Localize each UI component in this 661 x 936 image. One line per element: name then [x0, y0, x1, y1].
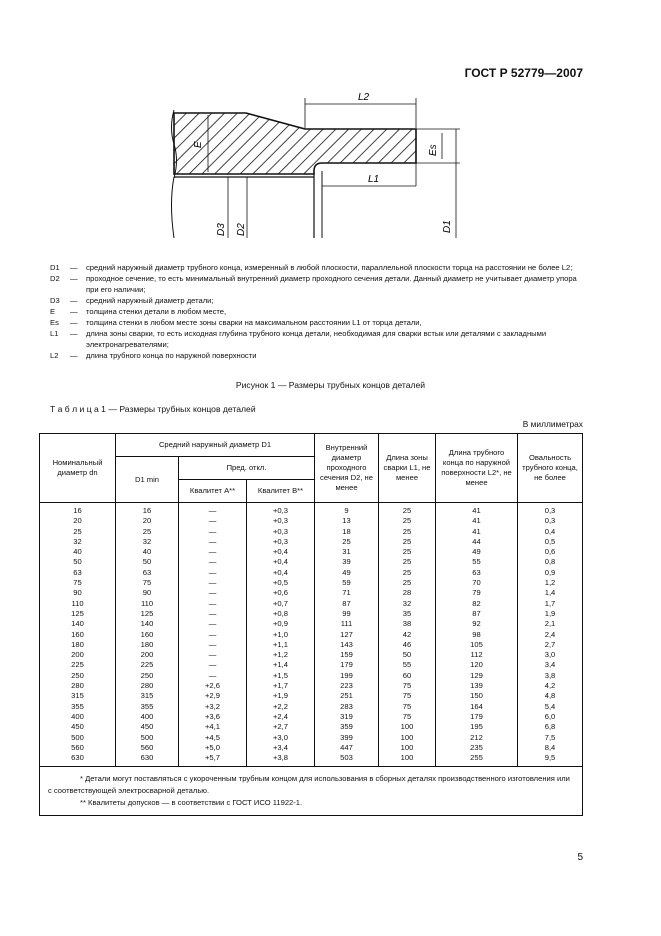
table-row	[40, 609, 583, 619]
table-cell: —	[179, 588, 247, 598]
label-es: Es	[428, 144, 439, 156]
table-cell: 25	[379, 568, 436, 578]
table-cell: +0,8	[247, 609, 315, 619]
table-cell: 25	[379, 527, 436, 537]
table-cell: 25	[379, 557, 436, 567]
header-weld-length: Длина зоны сварки L1, не менее	[379, 434, 436, 503]
table-cell: 18	[315, 527, 379, 537]
legend-item: D3 — средний наружный диаметр детали;	[50, 296, 214, 305]
figure-caption: Рисунок 1 — Размеры трубных концов деталей	[235, 380, 426, 390]
table-cell: —	[179, 660, 247, 670]
table-cell: 50	[40, 557, 116, 567]
table-cell: 63	[116, 568, 179, 578]
table-cell: 180	[116, 640, 179, 650]
header-quality-a: Квалитет А**	[179, 480, 247, 503]
legend-item: L1 — длина зоны сварки, то есть исходная глубина трубного конца детали, необходимая для сварки встык или деталями с закладными электронагревателями;	[50, 329, 547, 349]
table-cell: —	[179, 557, 247, 567]
legend-item: L2 — длина трубного конца по наружной поверхности	[50, 351, 257, 360]
table-cell: 25	[116, 527, 179, 537]
table-cell: 355	[40, 702, 116, 712]
table-cell: 60	[379, 671, 436, 681]
table-cell: 39	[315, 557, 379, 567]
table-cell: 75	[379, 691, 436, 701]
table-cell: +1,0	[247, 630, 315, 640]
table-cell: —	[179, 547, 247, 557]
header-d1min: D1 min	[116, 457, 179, 503]
table-cell: 2,1	[518, 619, 583, 629]
label-e: E	[193, 141, 204, 148]
table-cell: 9,5	[518, 753, 583, 767]
table-cell: 111	[315, 619, 379, 629]
table-cell: —	[179, 599, 247, 609]
table-cell: 500	[40, 733, 116, 743]
pipe-wall-section	[174, 113, 416, 174]
table-cell: 4,2	[518, 681, 583, 691]
table-cell: 0,5	[518, 537, 583, 547]
table-cell: +1,2	[247, 650, 315, 660]
table-cell: 75	[40, 578, 116, 588]
table-cell: +3,2	[179, 702, 247, 712]
table-row	[40, 712, 583, 722]
table-row	[40, 547, 583, 557]
table-cell: 450	[116, 722, 179, 732]
header-nominal: Номинальный диаметр dn	[40, 434, 116, 503]
header-tolerance: Пред. откл.	[179, 457, 315, 480]
table-row	[40, 568, 583, 578]
table-cell: 110	[40, 599, 116, 609]
table-cell: 71	[315, 588, 379, 598]
table-row	[40, 599, 583, 609]
table-cell: 50	[379, 650, 436, 660]
table-cell: —	[179, 568, 247, 578]
table-cell: 32	[116, 537, 179, 547]
table-row	[40, 588, 583, 598]
table-cell: 560	[116, 743, 179, 753]
table-cell: 41	[436, 503, 518, 517]
table-cell: +2,9	[179, 691, 247, 701]
table-row	[40, 527, 583, 537]
table-cell: 319	[315, 712, 379, 722]
table-cell: 179	[436, 712, 518, 722]
table-cell: 70	[436, 578, 518, 588]
table-cell: 1,4	[518, 588, 583, 598]
table-cell: 25	[379, 503, 436, 517]
table-cell: 7,5	[518, 733, 583, 743]
table-cell: 32	[379, 599, 436, 609]
table-row	[40, 537, 583, 547]
table-cell: 225	[116, 660, 179, 670]
table-cell: 100	[379, 753, 436, 767]
table-cell: 5,4	[518, 702, 583, 712]
table-title: Т а б л и ц а 1 — Размеры трубных концов деталей	[50, 404, 256, 414]
table-cell: 42	[379, 630, 436, 640]
table-cell: 79	[436, 588, 518, 598]
table-cell: 44	[436, 537, 518, 547]
table-cell: 159	[315, 650, 379, 660]
table-cell: 315	[40, 691, 116, 701]
table-cell: —	[179, 619, 247, 629]
legend-item: E — толщина стенки детали в любом месте,	[50, 307, 227, 316]
table-cell: +1,9	[247, 691, 315, 701]
table-cell: 13	[315, 516, 379, 526]
table-cell: +2,6	[179, 681, 247, 691]
table-cell: 447	[315, 743, 379, 753]
pipe-end-figure	[160, 88, 480, 253]
table-cell: —	[179, 650, 247, 660]
table-cell: +0,9	[247, 619, 315, 629]
table-cell: 0,9	[518, 568, 583, 578]
table-cell: 2,4	[518, 630, 583, 640]
table-cell: 630	[116, 753, 179, 767]
table-cell: 105	[436, 640, 518, 650]
table-cell: +1,4	[247, 660, 315, 670]
label-l2: L2	[358, 92, 370, 103]
table-cell: 41	[436, 527, 518, 537]
label-d1: D1	[442, 220, 453, 233]
table-cell: 28	[379, 588, 436, 598]
table-cell: 4,8	[518, 691, 583, 701]
table-cell: 0,4	[518, 527, 583, 537]
table-cell: 46	[379, 640, 436, 650]
table-cell: 87	[436, 609, 518, 619]
table-cell: +0,7	[247, 599, 315, 609]
table-cell: 3,8	[518, 671, 583, 681]
table-row	[40, 743, 583, 753]
table-row	[40, 557, 583, 567]
table-cell: 250	[40, 671, 116, 681]
document-header: ГОСТ Р 52779—2007	[464, 66, 583, 80]
table-cell: 63	[436, 568, 518, 578]
table-cell: —	[179, 527, 247, 537]
table-cell: 400	[116, 712, 179, 722]
table-cell: 0,8	[518, 557, 583, 567]
table-cell: 92	[436, 619, 518, 629]
table-row	[40, 660, 583, 670]
table-cell: 25	[379, 516, 436, 526]
legend-item: D2 — проходное сечение, то есть минимальный внутренний диаметр проходного сечения детали. Данный диаметр не учитывает диаметр упора при его наличии;	[50, 274, 577, 294]
label-d3: D3	[216, 223, 227, 236]
table-cell: 75	[116, 578, 179, 588]
table-row	[40, 722, 583, 732]
table-cell: 90	[40, 588, 116, 598]
table-cell: +2,4	[247, 712, 315, 722]
table-cell: 212	[436, 733, 518, 743]
table-cell: 63	[40, 568, 116, 578]
table-cell: 129	[436, 671, 518, 681]
table-cell: 1,9	[518, 609, 583, 619]
table-cell: 6,0	[518, 712, 583, 722]
table-cell: 110	[116, 599, 179, 609]
table-row	[40, 630, 583, 640]
header-avg-diameter: Средний наружный диаметр D1	[116, 434, 315, 457]
table-cell: +3,8	[247, 753, 315, 767]
table-row	[40, 650, 583, 660]
footnote: * Детали могут поставляться с укороченным трубным концом для использования в сборных деталях производственного изготовления или с соответствующей электросварной деталью.	[48, 774, 570, 796]
table-cell: 560	[40, 743, 116, 753]
legend-item: Es — толщина стенки в любом месте зоны сварки на максимальном расстоянии L1 от торца детали,	[50, 318, 422, 327]
table-cell: +0,3	[247, 537, 315, 547]
table-cell: +3,4	[247, 743, 315, 753]
header-ovality: Овальность трубного конца, не более	[518, 434, 583, 503]
table-cell: —	[179, 630, 247, 640]
table-cell: 8,4	[518, 743, 583, 753]
table-cell: 35	[379, 609, 436, 619]
table-cell: 75	[379, 681, 436, 691]
table-row	[40, 516, 583, 526]
table-cell: 99	[315, 609, 379, 619]
table-body	[40, 503, 583, 767]
table-cell: +5,7	[179, 753, 247, 767]
table-cell: +1,1	[247, 640, 315, 650]
table-cell: 120	[436, 660, 518, 670]
table-row	[40, 619, 583, 629]
table-cell: 164	[436, 702, 518, 712]
table-cell: 180	[40, 640, 116, 650]
table-cell: 98	[436, 630, 518, 640]
table-cell: 200	[116, 650, 179, 660]
table-row	[40, 753, 583, 767]
table-cell: 127	[315, 630, 379, 640]
page-number: 5	[577, 852, 583, 863]
header-quality-b: Квалитет В**	[247, 480, 315, 503]
table-cell: +0,4	[247, 568, 315, 578]
table-cell: 280	[40, 681, 116, 691]
table-cell: 630	[40, 753, 116, 767]
table-cell: +2,7	[247, 722, 315, 732]
table-cell: 199	[315, 671, 379, 681]
table-cell: 100	[379, 722, 436, 732]
table-cell: 100	[379, 733, 436, 743]
table-cell: 55	[436, 557, 518, 567]
table-cell: +4,5	[179, 733, 247, 743]
table-cell: 16	[116, 503, 179, 517]
table-cell: 160	[40, 630, 116, 640]
table-cell: 16	[40, 503, 116, 517]
table-cell: 59	[315, 578, 379, 588]
table-cell: 283	[315, 702, 379, 712]
table-cell: 255	[436, 753, 518, 767]
table-cell: 90	[116, 588, 179, 598]
table-cell: 143	[315, 640, 379, 650]
table-cell: 125	[40, 609, 116, 619]
table-cell: 3,0	[518, 650, 583, 660]
table-cell: +4,1	[179, 722, 247, 732]
table-cell: 355	[116, 702, 179, 712]
table-cell: 40	[116, 547, 179, 557]
table-row	[40, 503, 583, 517]
table-cell: 49	[436, 547, 518, 557]
table-cell: +0,4	[247, 547, 315, 557]
table-cell: +0,5	[247, 578, 315, 588]
table-cell: 25	[40, 527, 116, 537]
table-cell: 100	[379, 743, 436, 753]
footnote: ** Квалитеты допусков — в соответствии с ГОСТ ИСО 11922-1.	[80, 798, 303, 808]
table-cell: 195	[436, 722, 518, 732]
table-cell: +0,3	[247, 527, 315, 537]
table-cell: 32	[40, 537, 116, 547]
table-cell: 40	[40, 547, 116, 557]
table-cell: —	[179, 578, 247, 588]
table-row	[40, 640, 583, 650]
pipe-dimensions-table	[39, 433, 583, 816]
table-cell: 139	[436, 681, 518, 691]
table-cell: 125	[116, 609, 179, 619]
table-cell: 3,4	[518, 660, 583, 670]
figure-legend	[50, 262, 590, 361]
table-cell: 315	[116, 691, 179, 701]
table-cell: 235	[436, 743, 518, 753]
table-cell: 31	[315, 547, 379, 557]
table-unit: В миллиметрах	[522, 419, 583, 429]
table-cell: 75	[379, 712, 436, 722]
table-cell: 20	[116, 516, 179, 526]
table-cell: —	[179, 537, 247, 547]
table-cell: 9	[315, 503, 379, 517]
table-cell: 359	[315, 722, 379, 732]
table-cell: +0,3	[247, 503, 315, 517]
table-cell: 223	[315, 681, 379, 691]
table-cell: 0,3	[518, 503, 583, 517]
table-cell: 280	[116, 681, 179, 691]
table-cell: 160	[116, 630, 179, 640]
table-cell: 250	[116, 671, 179, 681]
table-cell: 38	[379, 619, 436, 629]
table-row	[40, 681, 583, 691]
table-cell: 399	[315, 733, 379, 743]
label-l1: L1	[368, 174, 380, 185]
table-cell: 225	[40, 660, 116, 670]
table-cell: 179	[315, 660, 379, 670]
table-cell: —	[179, 516, 247, 526]
table-cell: 140	[40, 619, 116, 629]
label-d2: D2	[236, 223, 247, 236]
table-cell: 25	[379, 547, 436, 557]
table-cell: 82	[436, 599, 518, 609]
table-cell: —	[179, 503, 247, 517]
table-cell: +0,3	[247, 516, 315, 526]
table-cell: —	[179, 609, 247, 619]
legend-item: D1 — средний наружный диаметр трубного конца, измеренный в любой плоскости, параллельной плоскости торца на расстоянии не более L2;	[50, 263, 573, 272]
table-cell: 41	[436, 516, 518, 526]
table-cell: 200	[40, 650, 116, 660]
table-cell: 2,7	[518, 640, 583, 650]
table-cell: 140	[116, 619, 179, 629]
table-cell: 251	[315, 691, 379, 701]
table-cell: 1,2	[518, 578, 583, 588]
table-cell: 1,7	[518, 599, 583, 609]
table-cell: 49	[315, 568, 379, 578]
table-cell: 150	[436, 691, 518, 701]
table-cell: —	[179, 671, 247, 681]
table-cell: 20	[40, 516, 116, 526]
table-cell: 112	[436, 650, 518, 660]
table-footnotes	[40, 767, 583, 816]
table-cell: 0,3	[518, 516, 583, 526]
table-cell: +5,0	[179, 743, 247, 753]
table-cell: 0,6	[518, 547, 583, 557]
table-cell: —	[179, 640, 247, 650]
table-cell: 500	[116, 733, 179, 743]
table-cell: 450	[40, 722, 116, 732]
table-cell: 400	[40, 712, 116, 722]
table-cell: +3,0	[247, 733, 315, 743]
table-cell: 55	[379, 660, 436, 670]
table-cell: +0,4	[247, 557, 315, 567]
table-row	[40, 578, 583, 588]
table-row	[40, 702, 583, 712]
header-pipe-length: Длина трубного конца по наружной поверхности L2*, не менее	[436, 434, 518, 503]
table-cell: 25	[379, 578, 436, 588]
table-cell: +3,6	[179, 712, 247, 722]
table-row	[40, 671, 583, 681]
table-cell: +2,2	[247, 702, 315, 712]
table-cell: +1,7	[247, 681, 315, 691]
table-cell: 25	[379, 537, 436, 547]
table-cell: 503	[315, 753, 379, 767]
table-cell: +0,6	[247, 588, 315, 598]
table-cell: +1,5	[247, 671, 315, 681]
header-inner-diameter: Внутренний диаметр проходного сечения D2, не менее	[315, 434, 379, 503]
table-row	[40, 691, 583, 701]
table-cell: 25	[315, 537, 379, 547]
table-cell: 50	[116, 557, 179, 567]
table-cell: 75	[379, 702, 436, 712]
table-cell: 87	[315, 599, 379, 609]
table-row	[40, 733, 583, 743]
table-cell: 6,8	[518, 722, 583, 732]
